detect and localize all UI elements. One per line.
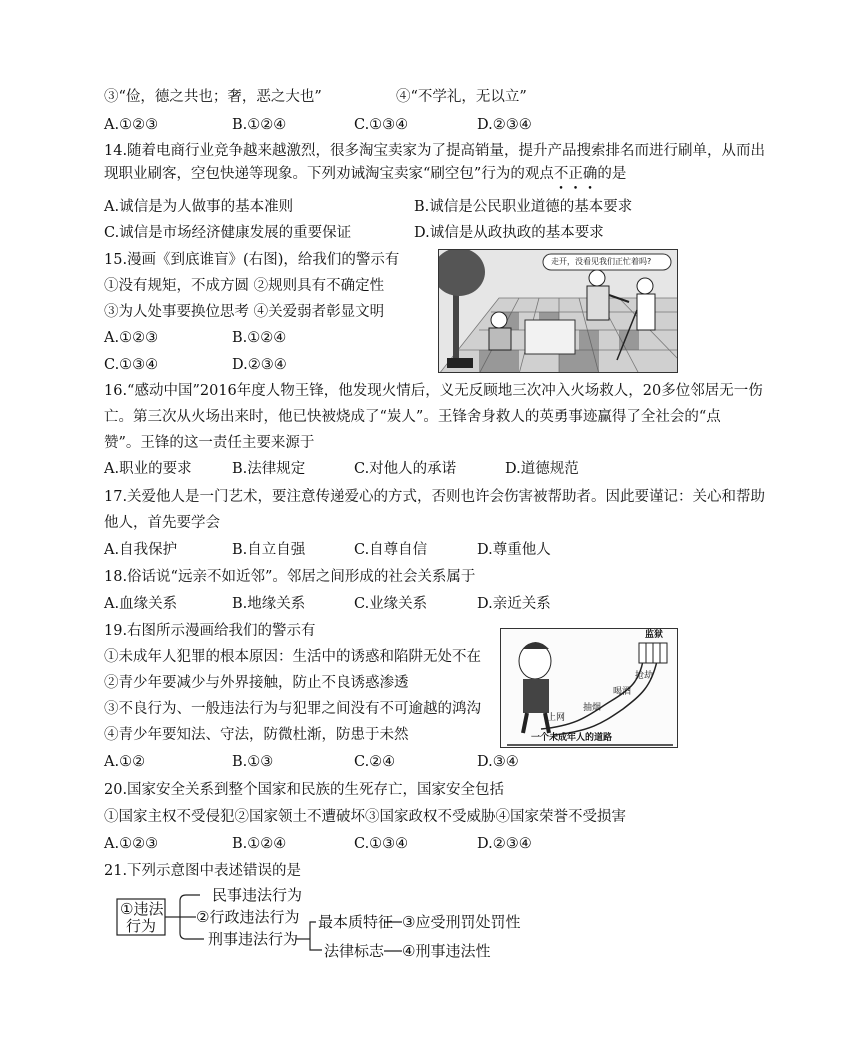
q21-stem: 21.下列示意图中表述错误的是: [104, 863, 302, 879]
q19-option-a[interactable]: A.①②: [104, 754, 146, 770]
step-label-smoking: 抽烟: [583, 703, 602, 713]
step-label-drinking: 喝酒: [613, 687, 632, 697]
step-label-internet: 上网: [547, 713, 566, 723]
q13-option-d[interactable]: D.②③④: [477, 117, 532, 133]
q20-stem: 20.国家安全关系到整个国家和民族的生死存亡，国家安全包括: [104, 782, 505, 798]
emphasis-char: 正: [568, 166, 583, 182]
q15-statements-1-2: ①没有规矩，不成方圆 ②规则具有不确定性: [104, 278, 385, 294]
emphasis-char: 确: [582, 166, 598, 182]
q17-stem-line2: 他人，首先要学会: [104, 515, 220, 531]
q17-stem-line1: 17.关爱他人是一门艺术，要注意传递爱心的方式，否则也许会伤害被帮助者。因此要谨记：关心和帮助: [104, 489, 766, 505]
q20-option-c[interactable]: C.①③④: [354, 836, 409, 852]
q20-statements: ①国家主权不受侵犯②国家领土不遭破坏③国家政权不受威胁④国家荣誉不受损害: [104, 809, 626, 825]
q18-stem: 18.俗话说“远亲不如近邻”。邻居之间形成的社会关系属于: [104, 569, 476, 585]
q19-statement-4: ④青少年要知法、守法，防微杜渐，防患于未然: [104, 727, 409, 743]
prison-label: 监狱: [645, 630, 664, 640]
diagram-root-line1: ①违法: [120, 900, 164, 918]
q19-statement-3: ③不良行为、一般违法行为与犯罪之间没有不可逾越的鸿沟: [104, 701, 481, 717]
q17-option-a[interactable]: A.自我保护: [104, 542, 178, 558]
q14-stem-line1: 14.随着电商行业竞争越来越激烈，很多淘宝卖家为了提高销量，提升产品搜索排名而进行刷单，从而出: [104, 143, 766, 159]
step-label-robbery: 抢劫: [635, 671, 654, 681]
q18-option-d[interactable]: D.亲近关系: [477, 596, 551, 612]
q17-option-c[interactable]: C.自尊自信: [354, 542, 428, 558]
q14-option-a[interactable]: A.诚信是为人做事的基本准则: [104, 199, 294, 215]
q19-cartoon-image: [500, 628, 678, 748]
q15-option-c[interactable]: C.①③④: [104, 357, 159, 373]
diagram-punishable: ③应受刑罚处罚性: [402, 913, 521, 931]
q18-option-c[interactable]: C.业缘关系: [354, 596, 428, 612]
q16-stem-line3: 赞”。王锋的这一责任主要来源于: [104, 435, 315, 451]
q15-option-d[interactable]: D.②③④: [232, 357, 287, 373]
q15-cartoon-bubble-text: 走开，没看见我们正忙着吗?: [551, 257, 652, 266]
q14-option-c[interactable]: C.诚信是市场经济健康发展的重要保证: [104, 225, 352, 241]
q16-option-d[interactable]: D.道德规范: [505, 461, 579, 477]
q21-illegal-behavior-diagram: [112, 884, 521, 964]
q13-statement-3: ③“俭，德之共也；奢，恶之大也”: [104, 89, 322, 105]
q16-stem-line1: 16.“感动中国”2016年度人物王锋，他发现火情后，义无反顾地三次冲入火场救人，20多位邻居无一伤: [104, 383, 763, 399]
q20-option-a[interactable]: A.①②③: [104, 836, 159, 852]
emphasis-char: 不: [553, 166, 569, 182]
q16-option-a[interactable]: A.职业的要求: [104, 461, 192, 477]
q15-option-a[interactable]: A.①②③: [104, 330, 159, 346]
q14-stem-line2: 现职业刷客，空包快递等现象。下列劝诫淘宝卖家“刷空包”行为的观点不正确的是: [104, 166, 627, 182]
q19-statement-2: ②青少年要减少与外界接触，防止不良诱惑渗透: [104, 675, 409, 691]
blind-cartoon-illustration: [439, 250, 678, 373]
q15-option-b[interactable]: B.①②④: [232, 330, 287, 346]
q19-option-b[interactable]: B.①③: [232, 754, 274, 770]
q15-statements-3-4: ③为人处事要换位思考 ④关爱弱者彰显文明: [104, 304, 385, 320]
minor-road-cartoon-illustration: [501, 629, 678, 748]
q18-option-a[interactable]: A.血缘关系: [104, 596, 178, 612]
q14-option-d[interactable]: D.诚信是从政执政的基本要求: [414, 225, 604, 241]
q17-option-b[interactable]: B.自立自强: [232, 542, 306, 558]
q20-option-d[interactable]: D.②③④: [477, 836, 532, 852]
q17-option-d[interactable]: D.尊重他人: [477, 542, 551, 558]
q13-option-b[interactable]: B.①②④: [232, 117, 287, 133]
q13-option-a[interactable]: A.①②③: [104, 117, 159, 133]
q19-statement-1: ①未成年人犯罪的根本原因：生活中的诱惑和陷阱无处不在: [104, 649, 481, 665]
diagram-criminal-violation: 刑事违法行为: [208, 930, 299, 948]
q20-option-b[interactable]: B.①②④: [232, 836, 287, 852]
q18-option-b[interactable]: B.地缘关系: [232, 596, 306, 612]
diagram-civil-violation: 民事违法行为: [212, 886, 303, 904]
q16-option-c[interactable]: C.对他人的承诺: [354, 461, 457, 477]
diagram-criminal-illegality: ④刑事违法性: [402, 942, 491, 960]
cartoon-caption: 一个未成年人的道路: [531, 733, 613, 743]
q16-stem-line2: 亡。第三次从火场出来时，他已快被烧成了“炭人”。王锋舍身救人的英勇事迹赢得了全社会的“点: [104, 409, 721, 425]
diagram-admin-violation: ②行政违法行为: [196, 908, 300, 926]
q19-option-d[interactable]: D.③④: [477, 754, 519, 770]
q13-option-c[interactable]: C.①③④: [354, 117, 409, 133]
q19-option-c[interactable]: C.②④: [354, 754, 396, 770]
q16-option-b[interactable]: B.法律规定: [232, 461, 306, 477]
diagram-legal-mark: 法律标志: [324, 942, 385, 960]
q19-stem: 19.右图所示漫画给我们的警示有: [104, 623, 316, 639]
q13-statement-4: ④“不学礼，无以立”: [396, 89, 527, 105]
diagram-root-line2: 行为: [126, 917, 157, 935]
q15-stem: 15.漫画《到底谁盲》(右图)，给我们的警示有: [104, 252, 400, 268]
q15-cartoon-image: [438, 249, 678, 373]
q14-option-b[interactable]: B.诚信是公民职业道德的基本要求: [414, 199, 633, 215]
diagram-essential-feature: 最本质特征: [318, 913, 394, 931]
